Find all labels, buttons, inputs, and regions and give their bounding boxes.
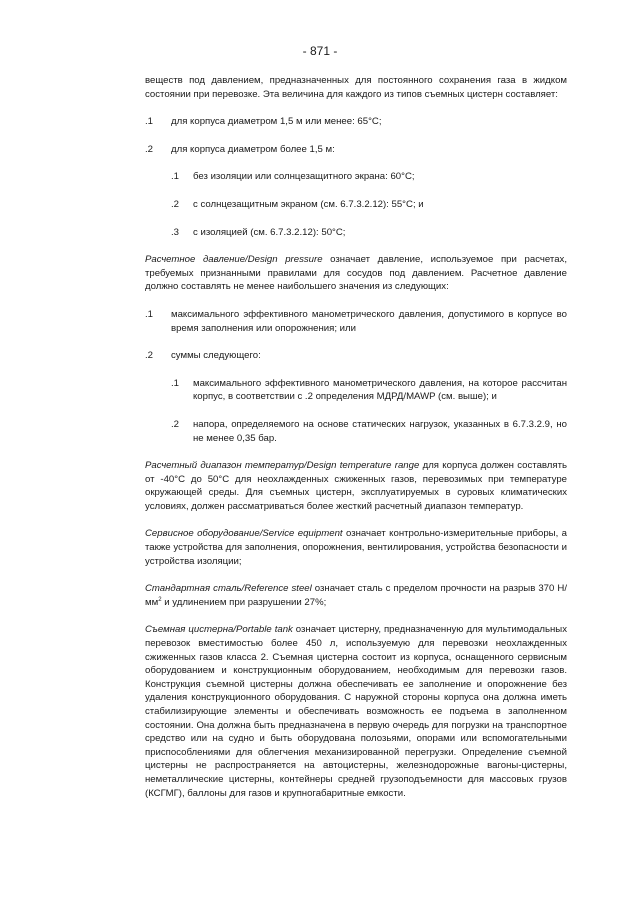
list-text: без изоляции или солнцезащитного экрана: 60°С; bbox=[193, 171, 415, 183]
list-text: суммы следующего: bbox=[171, 350, 261, 362]
service-equipment-definition bbox=[145, 527, 567, 568]
list-number: .1 bbox=[171, 377, 180, 389]
sub-list-item bbox=[145, 418, 567, 445]
list-text: с изоляцией (см. 6.7.3.2.12): 50°С; bbox=[193, 226, 346, 238]
definition-text: означает цистерну, предназначенную для мультимодальных перевозок вместимостью более 450 л, используемую для перевозки неохлажденных сжиженных газов класса 2. Съемная цистерна состоит из корпуса, оснащенного сервисным оборудованием и конструкционным оборудованием, необходимым для перевозки газов. Конструкция съемной цистерны должна обеспечивать ее заполнение и опорожнение без удаления конструкционного оборудования. С наружной стороны корпуса она должна иметь стабилизирующие элементы и обеспечивать возможность ее подъема в заполненном состоянии. Она должна быть предназначена в первую очередь для погрузки на транспортное средство или на судно и быть оборудована полозьями, опорами или вспомогательными приспособлениями для облегчения механизированной перегрузки. Определение съемной цистерны не распространяется на автоцистерны, железнодорожные вагоны-цистерны, неметаллические цистерны, контейнеры средней грузоподъемности для массовых грузов (КСГМГ), баллоны для газов и крупногабаритные емкости. bbox=[145, 624, 567, 799]
definition-text: означает сталь с пределом прочности на разрыв 370 Н/мм bbox=[145, 583, 567, 608]
list-item bbox=[145, 143, 567, 157]
definition-term: Расчетное давление/Design pressure bbox=[145, 254, 323, 266]
list-item bbox=[145, 308, 567, 335]
list-text: для корпуса диаметром более 1,5 м: bbox=[171, 143, 335, 155]
document-body bbox=[145, 74, 567, 800]
definition-text: и удлинением при разрушении 27%; bbox=[161, 596, 327, 608]
list-text: с солнцезащитным экраном (см. 6.7.3.2.12): 55°С; и bbox=[193, 198, 424, 210]
list-item bbox=[145, 115, 567, 129]
intro-paragraph: веществ под давлением, предназначенных для постоянного сохранения газа в жидком состоянии при перевозке. Эта величина для каждого из типов съемных цистерн составляет: bbox=[145, 75, 567, 100]
list-number: .2 bbox=[171, 418, 180, 430]
design-temperature-definition bbox=[145, 459, 567, 513]
portable-tank-definition bbox=[145, 623, 567, 800]
list-text: максимального эффективного манометрического давления, допустимого в корпусе во время заполнения или опорожнения; или bbox=[171, 308, 567, 334]
sub-list-item bbox=[145, 377, 567, 404]
design-pressure-definition bbox=[145, 253, 567, 294]
list-number: .1 bbox=[145, 116, 154, 128]
definition-term: Съемная цистерна/Portable tank bbox=[145, 624, 293, 636]
superscript: 2 bbox=[158, 596, 162, 603]
list-number: .1 bbox=[145, 308, 154, 320]
definition-term: Сервисное оборудование/Service equipment bbox=[145, 528, 343, 540]
list-number: .2 bbox=[145, 143, 154, 155]
list-text: максимального эффективного манометрического давления, на которое рассчитан корпус, в соответствии с .2 определения МДРД/MAWP (см. выше); и bbox=[193, 377, 567, 403]
list-number: .3 bbox=[171, 226, 180, 238]
list-number: .2 bbox=[145, 350, 154, 362]
definition-text: означает давление, используемое при расчетах, требуемых признанными правилами для сосудов под давлением. Расчетное давление должно составлять не менее наибольшего значения из следующих: bbox=[145, 254, 567, 293]
definition-text: для корпуса должен составлять от -40°С до 50°С для неохлажденных сжиженных газов, перевозимых при температуре окружающей среды. Для съемных цистерн, эксплуатируемых в суровых климатических условиях, должен рассматриваться более жесткий расчетный диапазон температур. bbox=[145, 460, 567, 512]
sub-list-item bbox=[145, 198, 567, 212]
page-number: - 871 - bbox=[302, 44, 338, 58]
list-text: для корпуса диаметром 1,5 м или менее: 65°С; bbox=[171, 116, 382, 128]
definition-term: Стандартная сталь/Reference steel bbox=[145, 583, 312, 595]
sub-list-item bbox=[145, 170, 567, 184]
list-number: .1 bbox=[171, 171, 180, 183]
definition-term: Расчетный диапазон температур/Design temperature range bbox=[145, 460, 420, 472]
list-number: .2 bbox=[171, 198, 180, 210]
list-text: напора, определяемого на основе статических нагрузок, указанных в 6.7.3.2.9, но не менее 0,35 бар. bbox=[193, 418, 567, 444]
reference-steel-definition bbox=[145, 582, 567, 609]
definition-text: означает контрольно-измерительные приборы, а также устройства для заполнения, опорожнения, вентилирования, устройства безопасности и устройства изоляции; bbox=[145, 528, 567, 567]
sub-list-item bbox=[145, 226, 567, 240]
list-item bbox=[145, 349, 567, 363]
